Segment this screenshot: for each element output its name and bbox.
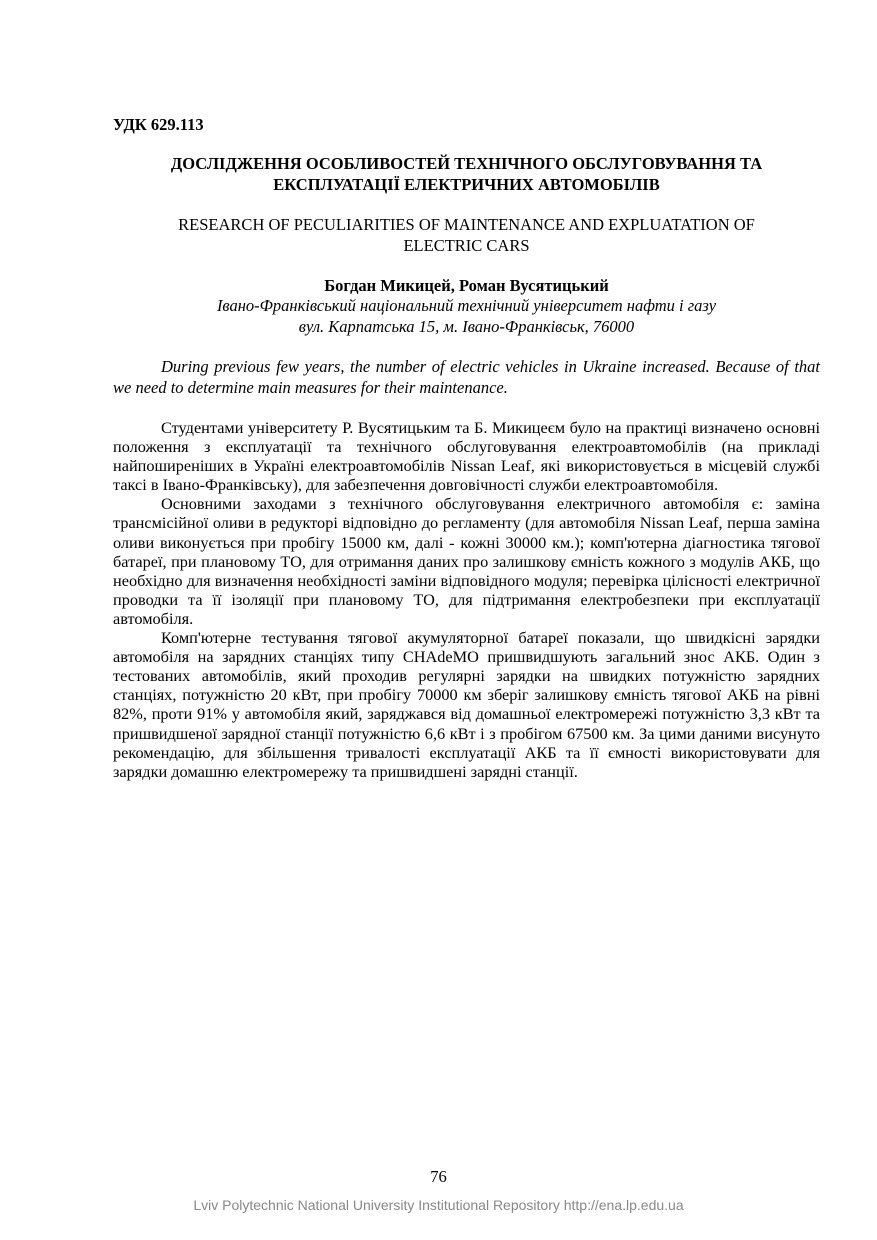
paragraph: Комп'ютерне тестування тягової акумуляторної батареї показали, що швидкісні зарядки автомобіля на зарядних станціях типу CHAdeMO пришвидшують загальний знос АКБ. Один з тестованих автомобілів, який проходив регулярні зарядки на швидких потужністю зарядних станціях, потужністю 20 кВт, при пробігу 70000 км зберіг залишкову ємність тягової АКБ на рівні 82%, проти 91% у автомобіля який, заряджався від домашньої електромережі потужністю 3,3 кВт та пришвидшеної зарядної станції потужністю 6,6 кВт і з пробігом 67500 км. За цими даними висунуто рекомендацію, для збільшення тривалості експлуатації АКБ та її ємності використовувати для зарядки домашню електромережу та пришвидшені зарядні станції. xyxy=(113,628,820,781)
title-ukrainian xyxy=(113,153,820,195)
title-en-line: ELECTRIC CARS xyxy=(403,236,530,255)
authors: Богдан Микицей, Роман Вусятицький xyxy=(324,276,609,295)
affiliation xyxy=(113,295,820,337)
title-english xyxy=(113,214,820,256)
paragraph: Основними заходами з технічного обслуговування електричного автомобіля є: заміна трансмісійної оливи в редукторі відповідно до регламенту (для автомобіля Nissan Leaf, перша заміна оливи виконується при пробігу 15000 км, далі - кожні 30000 км.); комп'ютерна діагностика тягової батареї, при плановому ТО, для отримання даних про залишкову ємність кожного з модулів АКБ, що необхідно для визначення необхідності заміни відповідного модуля; перевірка цілісності електричної проводки та її ізоляції при плановому ТО, для підтримання електробезпеки при експлуатації автомобіля. xyxy=(113,494,820,628)
paragraph: Студентами університету Р. Вусятицьким та Б. Микицеєм було на практиці визначено основні положення з експлуатації та технічного обслуговування електроавтомобілів (на прикладі найпоширеніших в Україні електроавтомобілів Nissan Leaf, які використовується в місцевій службі таксі в Івано-Франківську), для забезпечення довговічності служби електроавтомобіля. xyxy=(113,418,820,495)
title-ua-line: ЕКСПЛУАТАЦІЇ ЕЛЕКТРИЧНИХ АВТОМОБІЛІВ xyxy=(273,175,660,194)
title-en-line: RESEARCH OF PECULIARITIES OF MAINTENANCE AND EXPLUATATION OF xyxy=(178,215,755,234)
udk-code: УДК 629.113 xyxy=(113,115,204,134)
affiliation-institution: Івано-Франківський національний технічний університет нафти і газу xyxy=(216,296,717,315)
page-number: 76 xyxy=(430,1167,447,1186)
body-text xyxy=(113,418,820,781)
title-ua-line: ДОСЛІДЖЕННЯ ОСОБЛИВОСТЕЙ ТЕХНІЧНОГО ОБСЛУГОВУВАННЯ ТА xyxy=(170,154,763,173)
abstract: During previous few years, the number of electric vehicles in Ukraine increased. Because of that we need to determine main measures for their maintenance. xyxy=(113,357,820,397)
affiliation-address: вул. Карпатська 15, м. Івано-Франківськ, 76000 xyxy=(298,317,635,336)
repository-footer: Lviv Polytechnic National University Institutional Repository http://ena.lp.edu.ua xyxy=(193,1197,684,1213)
